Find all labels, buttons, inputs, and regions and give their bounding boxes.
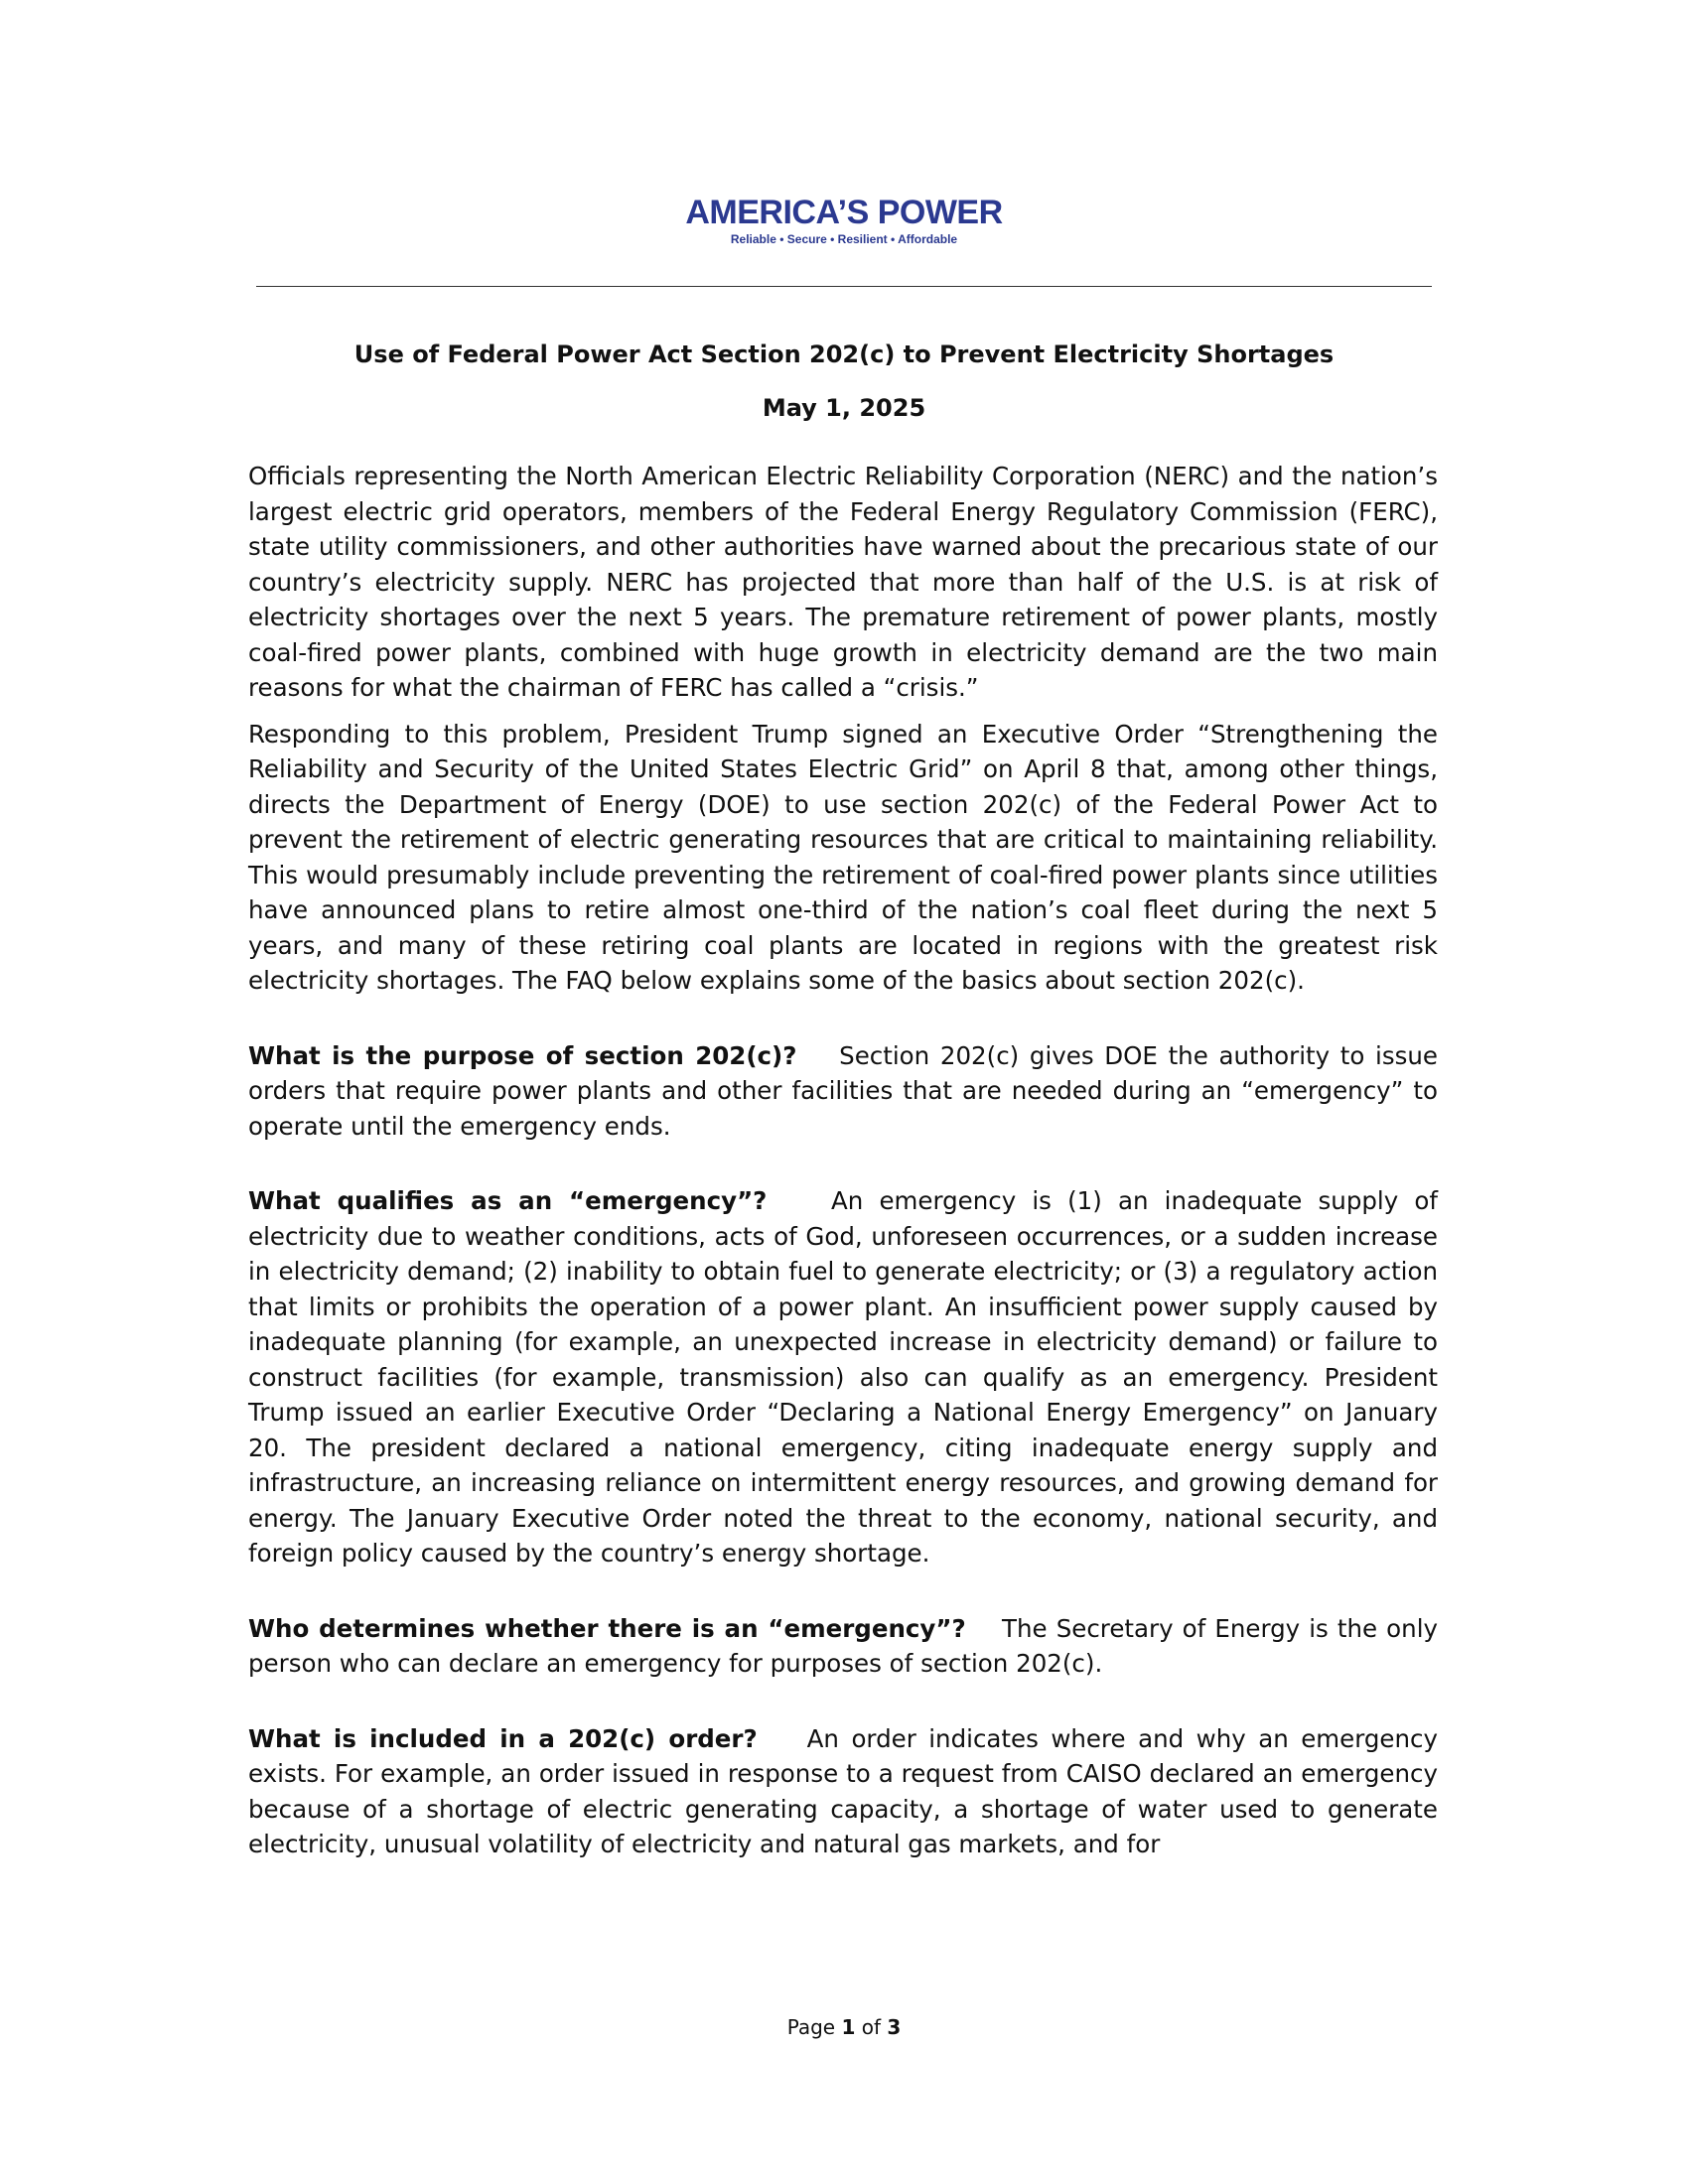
- document-title: Use of Federal Power Act Section 202(c) to Prevent Electricity Shortages: [353, 341, 1335, 368]
- faq-answer: An order indicates where and why an emergency exists. For example, an order issued in response to a request from CAISO declared an emergency because of a shortage of electric generating capacity, a shortage of water used to generate electricity, unusual volatility of electricity and natural gas markets, and for: [248, 1723, 1439, 1858]
- faq-answer: Section 202(c) gives DOE the authority to issue orders that require power plants and other facilities that are needed during an “emergency” to operate until the emergency ends.: [248, 1040, 1438, 1141]
- faq-question: What is included in a 202(c) order?: [248, 1723, 758, 1753]
- page-footer: [0, 2013, 1688, 2041]
- page-current: 1: [841, 2015, 856, 2039]
- brand-logo: [0, 195, 1688, 248]
- intro-paragraph: Responding to this problem, President Trump signed an Executive Order “Strengthening the Reliability and Security of the United States Electric Grid” on April 8 that, among other things, directs the Department of Energy (DOE) to use section 202(c) of the Federal Power Act to prevent the retirement of electric generating resources that are critical to maintaining reliability. This would presumably include preventing the retirement of coal-fired power plants since utilities have announced plans to retire almost one-third of the nation’s coal fleet during the next 5 years, and many of these retiring coal plants are located in regions with the greatest risk electricity shortages. The FAQ below explains some of the basics about section 202(c).: [248, 719, 1438, 995]
- page-label: Page: [786, 2015, 836, 2039]
- faq-answer: An emergency is (1) an inadequate supply of electricity due to weather conditions, acts of God, unforeseen occurrences, or a sudden increase in electricity demand; (2) inability to obtain fuel to generate electricity; or (3) a regulatory action that limits or prohibits the operation of a power plant. An insufficient power supply caused by inadequate planning (for example, an unexpected increase in electricity demand) or failure to construct facilities (for example, transmission) also can qualify as an emergency. President Trump issued an earlier Executive Order “Declaring a National Energy Emergency” on January 20. The president declared a national emergency, citing inadequate energy supply and infrastructure, an increasing reliance on intermittent energy resources, and growing demand for energy. The January Executive Order noted the threat to the economy, national security, and foreign policy caused by the country’s energy shortage.: [248, 1186, 1438, 1568]
- page-of-label: of: [861, 2015, 882, 2039]
- page-total: 3: [887, 2015, 902, 2039]
- document-body: [248, 459, 1438, 1902]
- document-date: May 1, 2025: [762, 394, 926, 422]
- faq-item: [248, 1721, 1438, 1862]
- faq-item: [248, 1611, 1438, 1682]
- faq-question: What is the purpose of section 202(c)?: [248, 1040, 797, 1070]
- logo-title: AMERICA’S POWER: [685, 194, 1003, 231]
- logo-tagline: Reliable • Secure • Resilient • Affordable: [730, 232, 958, 246]
- faq-question: What qualifies as an “emergency”?: [248, 1186, 768, 1215]
- faq-item: [248, 1183, 1438, 1571]
- faq-question: Who determines whether there is an “emergency”?: [248, 1613, 966, 1643]
- intro-paragraph: Officials representing the North American Electric Reliability Corporation (NERC) and the nation’s largest electric grid operators, members of the Federal Energy Regulatory Commission (FERC), state utility commissioners, and other authorities have warned about the precarious state of our country’s electricity supply. NERC has projected that more than half of the U.S. is at risk of electricity shortages over the next 5 years. The premature retirement of power plants, mostly coal-fired power plants, combined with huge growth in electricity demand are the two main reasons for what the chairman of FERC has called a “crisis.”: [248, 462, 1438, 702]
- faq-item: [248, 1038, 1438, 1145]
- faq-answer: The Secretary of Energy is the only person who can declare an emergency for purposes of section 202(c).: [248, 1613, 1438, 1678]
- header-divider: [256, 286, 1432, 287]
